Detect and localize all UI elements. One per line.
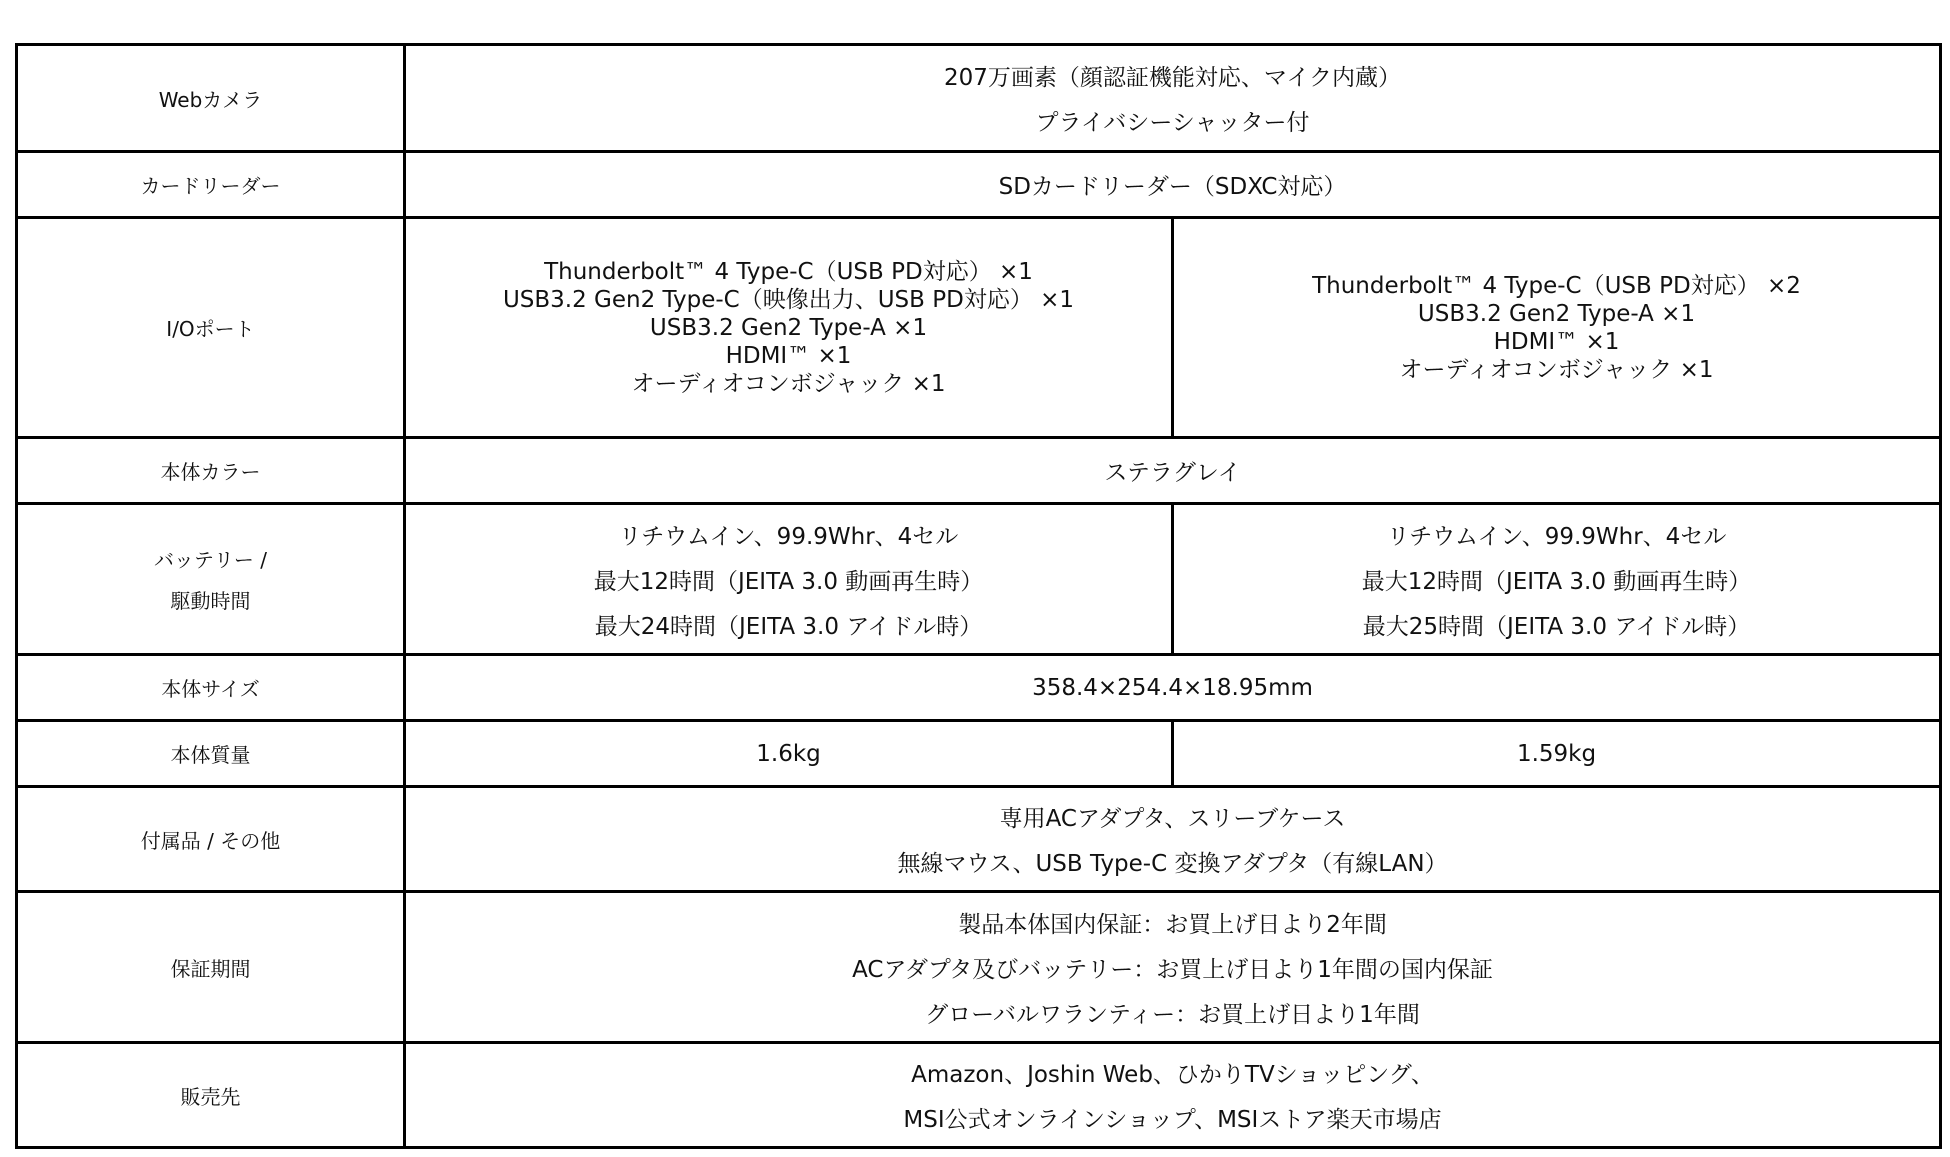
label-retailers: 販売先 xyxy=(17,1043,405,1148)
value-line: Thunderbolt™ 4 Type-C（USB PD対応） ×1 xyxy=(544,258,1033,285)
value-line: グローバルワランティー：お買上げ日より1年間 xyxy=(925,1001,1420,1028)
row-weight xyxy=(17,721,1941,787)
label-card-reader: カードリーダー xyxy=(17,152,405,218)
label-size: 本体サイズ xyxy=(17,655,405,721)
value-line: 最大24時間（JEITA 3.0 アイドル時） xyxy=(594,613,983,640)
value-weight-right xyxy=(1173,721,1941,787)
value-line: 製品本体国内保証：お買上げ日より2年間 xyxy=(958,911,1387,938)
value-line: 最大25時間（JEITA 3.0 アイドル時） xyxy=(1362,613,1751,640)
value-line: HDMI™ ×1 xyxy=(725,342,852,369)
value-line: SDカードリーダー（SDXC対応） xyxy=(998,174,1347,200)
label-weight: 本体質量 xyxy=(17,721,405,787)
row-size xyxy=(17,655,1941,721)
value-line: USB3.2 Gen2 Type-A ×1 xyxy=(649,314,928,341)
spec-table xyxy=(15,43,1942,1149)
value-line: 無線マウス、USB Type-C 変換アダプタ（有線LAN） xyxy=(897,851,1448,877)
value-line: 最大12時間（JEITA 3.0 動画再生時） xyxy=(1361,568,1752,595)
row-card-reader xyxy=(17,152,1941,218)
value-webcam xyxy=(405,45,1941,152)
value-line: オーディオコンボジャック ×1 xyxy=(631,370,946,397)
value-io-ports-right xyxy=(1173,218,1941,438)
value-battery-right xyxy=(1173,504,1941,655)
value-line: プライバシーシャッター付 xyxy=(1035,110,1310,136)
row-battery xyxy=(17,504,1941,655)
value-line: リチウムイン、99.9Whr、4セル xyxy=(1386,523,1727,550)
label-battery: バッテリー / 駆動時間 xyxy=(17,504,405,655)
value-line: 358.4×254.4×18.95mm xyxy=(1032,674,1313,701)
label-accessories: 付属品 / その他 xyxy=(17,787,405,892)
row-accessories xyxy=(17,787,1941,892)
value-line: MSI公式オンラインショップ、MSIストア楽天市場店 xyxy=(903,1107,1442,1133)
value-card-reader xyxy=(405,152,1941,218)
value-line: ステラグレイ xyxy=(1104,460,1241,486)
value-line: Thunderbolt™ 4 Type-C（USB PD対応） ×2 xyxy=(1312,272,1801,299)
value-line: 1.6kg xyxy=(756,740,821,767)
value-line: HDMI™ ×1 xyxy=(1493,328,1620,355)
value-line: USB3.2 Gen2 Type-A ×1 xyxy=(1417,300,1696,327)
value-line: 207万画素（顔認証機能対応、マイク内蔵） xyxy=(944,65,1401,91)
value-color xyxy=(405,438,1941,504)
row-warranty xyxy=(17,892,1941,1043)
value-line: 最大12時間（JEITA 3.0 動画再生時） xyxy=(593,568,984,595)
row-webcam xyxy=(17,45,1941,152)
value-line: オーディオコンボジャック ×1 xyxy=(1399,356,1714,383)
value-weight-left xyxy=(405,721,1173,787)
value-retailers xyxy=(405,1043,1941,1148)
label-color: 本体カラー xyxy=(17,438,405,504)
value-size xyxy=(405,655,1941,721)
value-line: 1.59kg xyxy=(1516,740,1597,767)
label-webcam: Webカメラ xyxy=(17,45,405,152)
label-io-ports: I/Oポート xyxy=(17,218,405,438)
value-warranty xyxy=(405,892,1941,1043)
row-color xyxy=(17,438,1941,504)
value-io-ports-left xyxy=(405,218,1173,438)
value-line: ACアダプタ及びバッテリー：お買上げ日より1年間の国内保証 xyxy=(852,956,1493,983)
value-battery-left xyxy=(405,504,1173,655)
value-line: リチウムイン、99.9Whr、4セル xyxy=(618,523,959,550)
value-line: Amazon、Joshin Web、ひかりTVショッピング、 xyxy=(911,1062,1434,1088)
row-io-ports xyxy=(17,218,1941,438)
value-line: 専用ACアダプタ、スリーブケース xyxy=(999,806,1346,832)
value-line: USB3.2 Gen2 Type-C（映像出力、USB PD対応） ×1 xyxy=(502,286,1075,313)
row-retailers xyxy=(17,1043,1941,1148)
label-warranty: 保証期間 xyxy=(17,892,405,1043)
value-accessories xyxy=(405,787,1941,892)
